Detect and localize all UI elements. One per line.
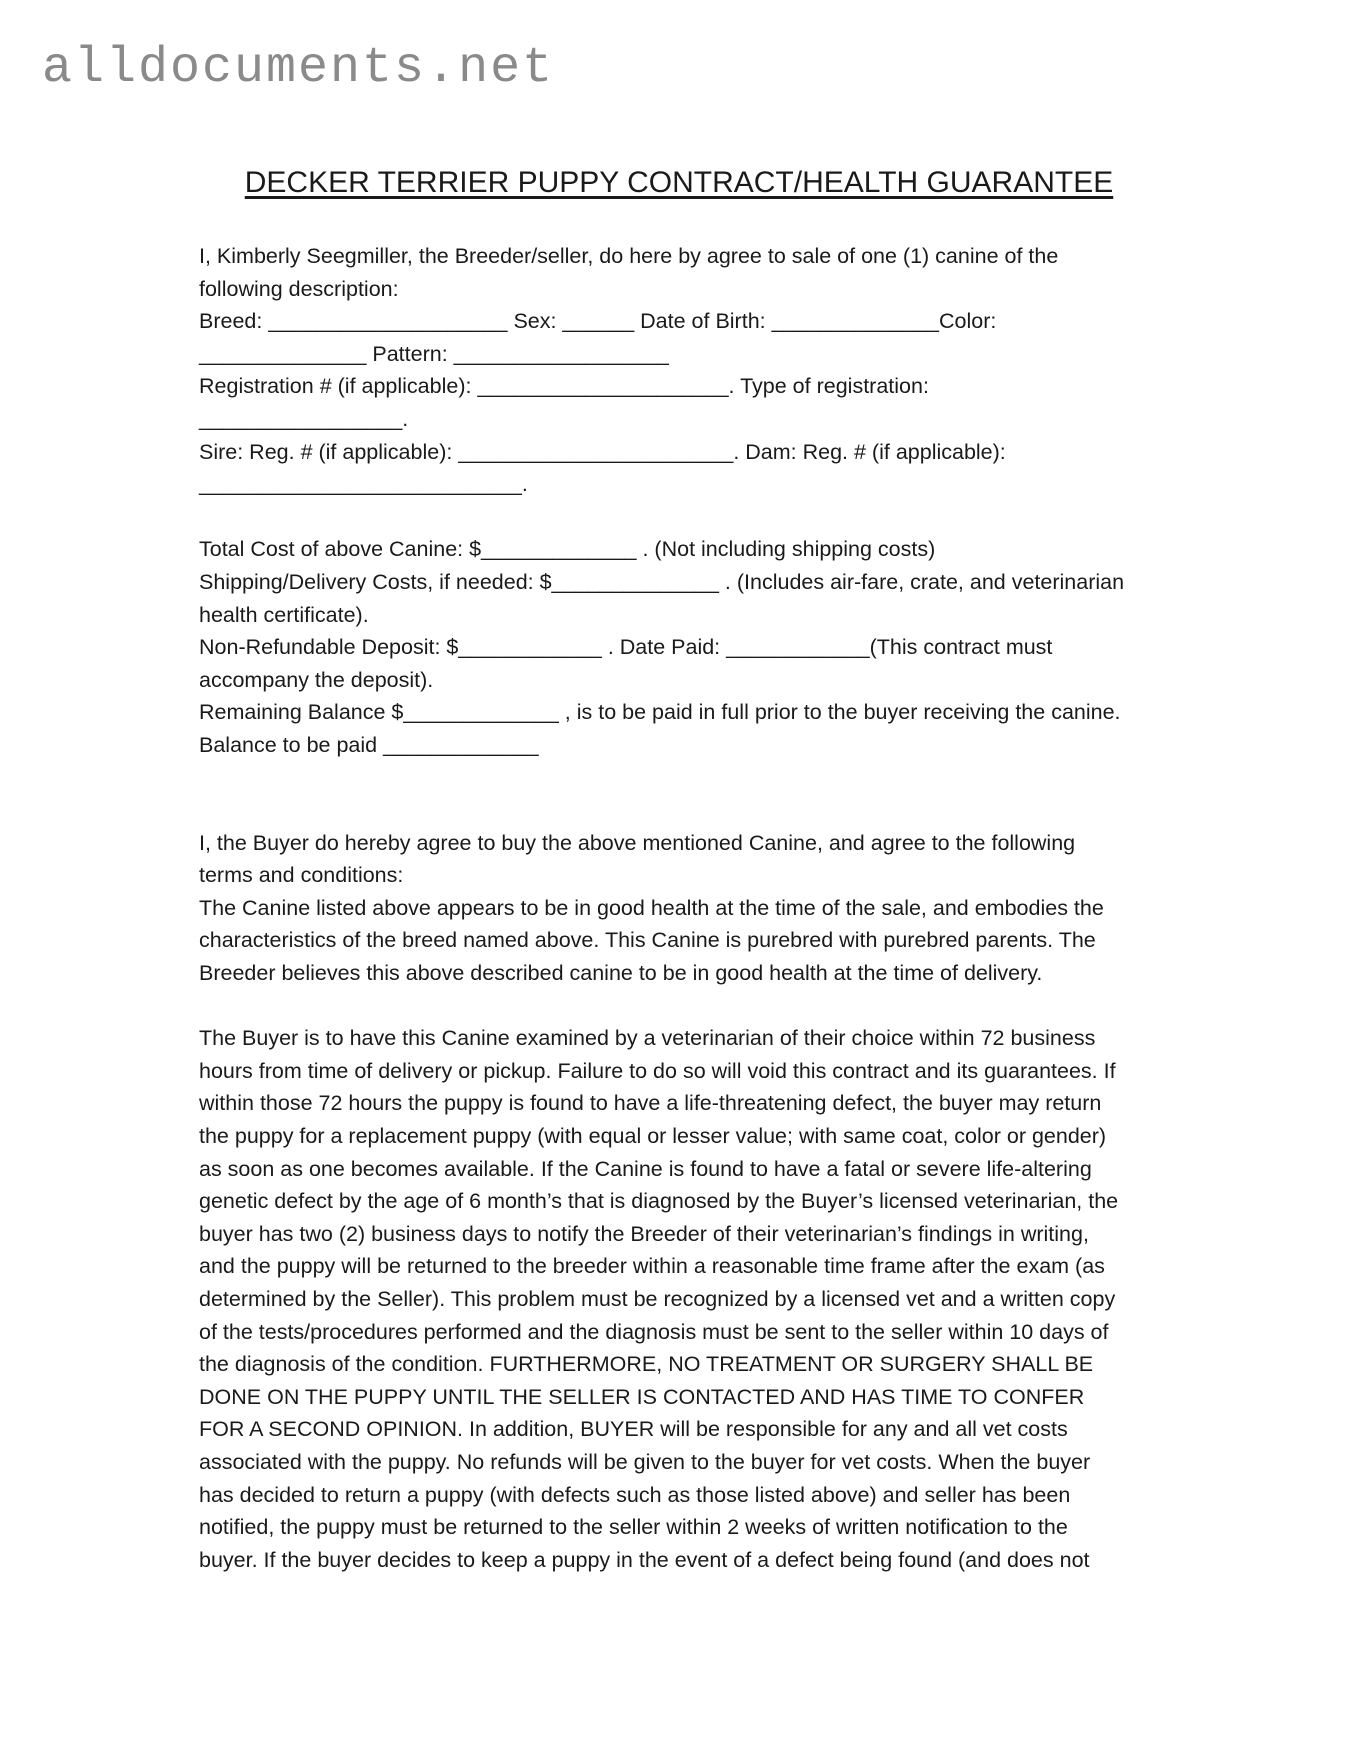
text-line: accompany the deposit). — [199, 667, 434, 692]
document-title: DECKER TERRIER PUPPY CONTRACT/HEALTH GUARANTEE — [244, 166, 1114, 199]
text-line: _________________. — [199, 406, 409, 431]
spacer — [199, 794, 1199, 827]
text-line: the puppy for a replacement puppy (with equal or lesser value; with same coat, color or gender) — [199, 1124, 1107, 1149]
paragraph-buyer-agreement — [199, 827, 1199, 990]
text-line: Sire: Reg. # (if applicable): _______________________. Dam: Reg. # (if applicable): — [199, 439, 1006, 464]
document-body — [199, 240, 1199, 1576]
text-line: as soon as one becomes available. If the Canine is found to have a fatal or severe life-altering — [199, 1156, 1092, 1181]
watermark: alldocuments.net — [42, 40, 555, 97]
text-line: ___________________________. — [199, 472, 528, 497]
text-line: characteristics of the breed named above. This Canine is purebred with purebred parents. The — [199, 928, 1096, 953]
text-line: health certificate). — [199, 602, 369, 627]
spacer — [199, 501, 1199, 534]
spacer — [199, 990, 1199, 1023]
text-line: ______________ Pattern: __________________ — [199, 341, 669, 366]
text-line: of the tests/procedures performed and the diagnosis must be sent to the seller within 10 days of — [199, 1319, 1109, 1344]
text-line: The Buyer is to have this Canine examined by a veterinarian of their choice within 72 business — [199, 1026, 1096, 1051]
text-line: following description: — [199, 276, 399, 301]
text-line: I, the Buyer do hereby agree to buy the above mentioned Canine, and agree to the following — [199, 830, 1076, 855]
text-line: Non-Refundable Deposit: $____________ . Date Paid: ____________(This contract must — [199, 635, 1053, 660]
text-line: Balance to be paid _____________ — [199, 732, 539, 757]
text-line: DONE ON THE PUPPY UNTIL THE SELLER IS CONTACTED AND HAS TIME TO CONFER — [199, 1384, 1085, 1409]
text-line: and the puppy will be returned to the breeder within a reasonable time frame after the exam (as — [199, 1254, 1105, 1279]
paragraph-vet-terms — [199, 1022, 1199, 1576]
text-line: I, Kimberly Seegmiller, the Breeder/seller, do here by agree to sale of one (1) canine of the — [199, 244, 1059, 268]
text-line: has decided to return a puppy (with defects such as those listed above) and seller has been — [199, 1482, 1071, 1507]
text-line: within those 72 hours the puppy is found to have a life-threatening defect, the buyer may return — [199, 1091, 1102, 1116]
text-line: hours from time of delivery or pickup. Failure to do so will void this contract and its guarantees. If — [199, 1058, 1116, 1083]
spacer — [199, 762, 1199, 795]
paragraph-description — [199, 240, 1199, 501]
text-line: Total Cost of above Canine: $_____________ . (Not including shipping costs) — [199, 537, 936, 562]
text-line: genetic defect by the age of 6 month’s that is diagnosed by the Buyer’s licensed veterinarian, the — [199, 1189, 1119, 1214]
text-line: FOR A SECOND OPINION. In addition, BUYER will be responsible for any and all vet costs — [199, 1417, 1068, 1442]
text-line: buyer has two (2) business days to notify the Breeder of their veterinarian’s findings in writing, — [199, 1221, 1089, 1246]
text-line: The Canine listed above appears to be in good health at the time of the sale, and embodies the — [199, 895, 1104, 920]
text-line: the diagnosis of the condition. FURTHERMORE, NO TREATMENT OR SURGERY SHALL BE — [199, 1352, 1094, 1377]
text-line: determined by the Seller). This problem must be recognized by a licensed vet and a written copy — [199, 1287, 1116, 1311]
text-line: Registration # (if applicable): _____________________. Type of registration: — [199, 374, 929, 399]
text-line: Breeder believes this above described canine to be in good health at the time of delivery. — [199, 961, 1043, 986]
text-line: Shipping/Delivery Costs, if needed: $______________ . (Includes air-fare, crate, and veterinarian — [199, 569, 1125, 594]
text-line: notified, the puppy must be returned to the seller within 2 weeks of written notification to the — [199, 1515, 1068, 1540]
text-line: buyer. If the buyer decides to keep a puppy in the event of a defect being found (and does not — [199, 1547, 1090, 1572]
paragraph-costs — [199, 533, 1199, 761]
text-line: associated with the puppy. No refunds will be given to the buyer for vet costs. When the buyer — [199, 1449, 1091, 1474]
text-line: Remaining Balance $_____________ , is to be paid in full prior to the buyer receiving the canine. — [199, 700, 1121, 725]
text-line: Breed: ____________________ Sex: ______ Date of Birth: ______________Color: — [199, 309, 997, 334]
text-line: terms and conditions: — [199, 863, 404, 888]
